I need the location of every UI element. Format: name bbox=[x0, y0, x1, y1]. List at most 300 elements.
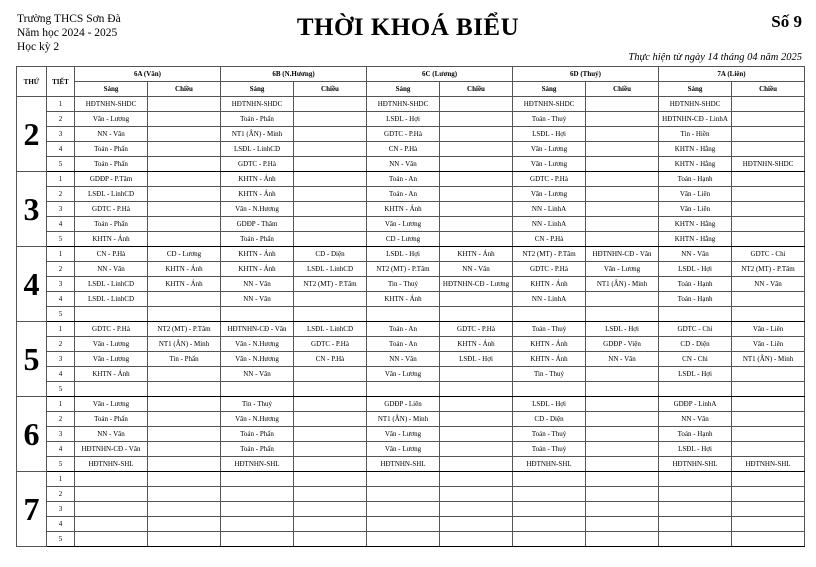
period-number: 4 bbox=[47, 367, 75, 382]
schedule-cell bbox=[659, 532, 732, 547]
schedule-cell bbox=[148, 532, 221, 547]
schedule-cell bbox=[440, 292, 513, 307]
effective-date: Thực hiện từ ngày 14 tháng 04 năm 2025 bbox=[628, 52, 802, 63]
table-row bbox=[17, 502, 805, 517]
schedule-cell bbox=[586, 412, 659, 427]
schedule-cell bbox=[440, 397, 513, 412]
schedule-cell: Toán - An bbox=[367, 172, 440, 187]
schedule-cell bbox=[148, 472, 221, 487]
schedule-cell: GDTC - P.Hà bbox=[75, 202, 148, 217]
schedule-cell bbox=[294, 142, 367, 157]
schedule-cell: Văn - Lương bbox=[367, 367, 440, 382]
header-afternoon: Chiều bbox=[294, 82, 367, 97]
schedule-cell bbox=[732, 217, 805, 232]
schedule-cell bbox=[659, 517, 732, 532]
period-number: 3 bbox=[47, 202, 75, 217]
header-afternoon: Chiều bbox=[148, 82, 221, 97]
schedule-cell: HĐTNHN-CĐ - Văn bbox=[75, 442, 148, 457]
schedule-cell bbox=[586, 457, 659, 472]
schedule-cell bbox=[586, 232, 659, 247]
schedule-cell bbox=[294, 517, 367, 532]
schedule-cell: GDTC - P.Hà bbox=[221, 157, 294, 172]
schedule-cell bbox=[586, 172, 659, 187]
period-number: 5 bbox=[47, 382, 75, 397]
schedule-cell bbox=[586, 442, 659, 457]
schedule-cell bbox=[586, 307, 659, 322]
period-number: 4 bbox=[47, 217, 75, 232]
table-row bbox=[17, 382, 805, 397]
schedule-cell: Toán - Thuỷ bbox=[513, 442, 586, 457]
schedule-cell bbox=[294, 217, 367, 232]
schedule-cell bbox=[148, 487, 221, 502]
period-number: 3 bbox=[47, 127, 75, 142]
schedule-cell bbox=[513, 517, 586, 532]
schedule-cell bbox=[586, 472, 659, 487]
table-row bbox=[17, 202, 805, 217]
schedule-cell bbox=[732, 112, 805, 127]
day-label: 4 bbox=[17, 247, 47, 322]
schedule-cell bbox=[294, 472, 367, 487]
schedule-cell: Toán - Phấn bbox=[75, 412, 148, 427]
schedule-cell: HĐTNHN-SHL bbox=[221, 457, 294, 472]
period-number: 4 bbox=[47, 292, 75, 307]
page-title: THỜI KHOÁ BIỂU bbox=[296, 14, 520, 41]
schedule-cell bbox=[732, 532, 805, 547]
schedule-cell bbox=[586, 427, 659, 442]
schedule-cell: LSĐL - Hợi bbox=[367, 112, 440, 127]
schedule-cell bbox=[294, 442, 367, 457]
day-label: 5 bbox=[17, 322, 47, 397]
table-row bbox=[17, 532, 805, 547]
schedule-cell: NN - Vân bbox=[659, 412, 732, 427]
schedule-cell: CD - Diện bbox=[294, 247, 367, 262]
school-term: Học kỳ 2 bbox=[17, 41, 60, 53]
schedule-number: Số 9 bbox=[771, 12, 802, 31]
schedule-cell bbox=[513, 532, 586, 547]
schedule-cell bbox=[440, 442, 513, 457]
schedule-cell: NN - Vân bbox=[75, 262, 148, 277]
schedule-cell bbox=[659, 487, 732, 502]
schedule-cell: KHTN - Ánh bbox=[513, 352, 586, 367]
schedule-cell: LSĐL - Hợi bbox=[659, 442, 732, 457]
schedule-cell bbox=[440, 172, 513, 187]
schedule-cell: Văn - Lương bbox=[367, 217, 440, 232]
schedule-cell bbox=[513, 472, 586, 487]
schedule-cell: KHTN - Ánh bbox=[221, 172, 294, 187]
schedule-cell: Toán - Thuỷ bbox=[513, 322, 586, 337]
period-number: 2 bbox=[47, 112, 75, 127]
schedule-cell bbox=[732, 232, 805, 247]
schedule-cell: HĐTNHN-SHL bbox=[732, 457, 805, 472]
schedule-cell bbox=[294, 367, 367, 382]
schedule-cell: GDTC - P.Hà bbox=[367, 127, 440, 142]
schedule-cell bbox=[732, 202, 805, 217]
period-number: 4 bbox=[47, 142, 75, 157]
schedule-cell: GDĐP - Thâm bbox=[221, 217, 294, 232]
schedule-cell bbox=[221, 307, 294, 322]
schedule-cell bbox=[148, 367, 221, 382]
schedule-cell bbox=[586, 157, 659, 172]
schedule-cell: HĐTNHN-SHDC bbox=[659, 97, 732, 112]
schedule-cell bbox=[294, 112, 367, 127]
period-number: 2 bbox=[47, 337, 75, 352]
schedule-cell: NN - Vân bbox=[75, 427, 148, 442]
table-row bbox=[17, 472, 805, 487]
schedule-cell bbox=[221, 517, 294, 532]
schedule-cell: Toán - Hạnh bbox=[659, 427, 732, 442]
schedule-cell bbox=[440, 472, 513, 487]
schedule-cell: NN - Vân bbox=[732, 277, 805, 292]
schedule-cell bbox=[513, 502, 586, 517]
schedule-cell bbox=[367, 307, 440, 322]
schedule-cell: CD - Diện bbox=[659, 337, 732, 352]
schedule-cell bbox=[75, 532, 148, 547]
schedule-cell bbox=[586, 202, 659, 217]
schedule-cell bbox=[148, 127, 221, 142]
schedule-cell: Toán - Phấn bbox=[221, 442, 294, 457]
schedule-cell: KHTN - Ánh bbox=[75, 232, 148, 247]
schedule-cell: LSĐL - Hợi bbox=[513, 127, 586, 142]
day-label: 7 bbox=[17, 472, 47, 547]
schedule-cell: CD - Lương bbox=[148, 247, 221, 262]
schedule-cell bbox=[586, 142, 659, 157]
schedule-cell bbox=[294, 532, 367, 547]
period-number: 1 bbox=[47, 97, 75, 112]
period-number: 5 bbox=[47, 232, 75, 247]
schedule-cell: NN - Vân bbox=[367, 352, 440, 367]
schedule-cell: NN - Vân bbox=[221, 292, 294, 307]
schedule-cell: NT2 (MT) - P.Tâm bbox=[294, 277, 367, 292]
period-number: 2 bbox=[47, 187, 75, 202]
schedule-cell: HĐTNHN-SHL bbox=[75, 457, 148, 472]
schedule-cell: Văn - N.Hương bbox=[221, 412, 294, 427]
period-number: 1 bbox=[47, 472, 75, 487]
table-row bbox=[17, 397, 805, 412]
schedule-cell bbox=[221, 532, 294, 547]
schedule-cell bbox=[148, 517, 221, 532]
schedule-cell bbox=[440, 382, 513, 397]
schedule-cell: NN - Vân bbox=[440, 262, 513, 277]
schedule-cell: Tin - Thuỷ bbox=[513, 367, 586, 382]
schedule-cell: Toán - Phấn bbox=[75, 217, 148, 232]
schedule-cell bbox=[75, 382, 148, 397]
school-name: Trường THCS Sơn Đà bbox=[17, 13, 121, 25]
header-class: 7A (Liên) bbox=[659, 67, 805, 82]
schedule-cell: Tin - Thuỷ bbox=[221, 397, 294, 412]
schedule-cell bbox=[732, 97, 805, 112]
schedule-cell bbox=[586, 517, 659, 532]
schedule-cell bbox=[732, 382, 805, 397]
table-row bbox=[17, 517, 805, 532]
period-number: 5 bbox=[47, 532, 75, 547]
schedule-cell: HĐTNHN-SHDC bbox=[75, 97, 148, 112]
schedule-cell: Văn - Lương bbox=[586, 262, 659, 277]
schedule-cell: LSĐL - Hợi bbox=[659, 262, 732, 277]
schedule-cell bbox=[75, 502, 148, 517]
schedule-cell bbox=[148, 412, 221, 427]
schedule-cell: GDTC - P.Hà bbox=[513, 172, 586, 187]
schedule-cell: Toán - Phấn bbox=[221, 112, 294, 127]
schedule-cell: Tin - Hiền bbox=[659, 127, 732, 142]
table-row bbox=[17, 127, 805, 142]
schedule-cell bbox=[440, 97, 513, 112]
timetable bbox=[16, 66, 805, 547]
schedule-cell bbox=[732, 172, 805, 187]
schedule-cell: LSĐL - Hợi bbox=[659, 367, 732, 382]
schedule-cell: NN - Vân bbox=[367, 157, 440, 172]
schedule-cell bbox=[440, 307, 513, 322]
schedule-cell: NT1 (ÂN) - Minh bbox=[148, 337, 221, 352]
schedule-cell bbox=[732, 307, 805, 322]
table-row bbox=[17, 217, 805, 232]
schedule-cell bbox=[732, 427, 805, 442]
schedule-cell: GDTC - P.Hà bbox=[513, 262, 586, 277]
schedule-cell: NT2 (MT) - P.Tâm bbox=[732, 262, 805, 277]
schedule-cell: HĐTNHN-SHL bbox=[659, 457, 732, 472]
schedule-cell: GDĐP - Viện bbox=[586, 337, 659, 352]
period-number: 1 bbox=[47, 247, 75, 262]
schedule-cell bbox=[148, 142, 221, 157]
schedule-cell bbox=[659, 307, 732, 322]
schedule-cell bbox=[148, 187, 221, 202]
period-number: 5 bbox=[47, 157, 75, 172]
schedule-cell bbox=[294, 202, 367, 217]
schedule-cell: NT1 (ÂN) - Minh bbox=[732, 352, 805, 367]
schedule-cell bbox=[440, 517, 513, 532]
table-row bbox=[17, 112, 805, 127]
schedule-cell: CN - P.Hà bbox=[513, 232, 586, 247]
table-row bbox=[17, 97, 805, 112]
schedule-cell: Toán - Hạnh bbox=[659, 292, 732, 307]
schedule-cell: HĐTNHN-CĐ - Văn bbox=[586, 247, 659, 262]
schedule-cell: GDĐP - LinhA bbox=[659, 397, 732, 412]
schedule-cell: CD - Diện bbox=[513, 412, 586, 427]
period-number: 2 bbox=[47, 412, 75, 427]
schedule-cell: NN - Vân bbox=[586, 352, 659, 367]
period-number: 3 bbox=[47, 427, 75, 442]
header-class: 6C (Lương) bbox=[367, 67, 513, 82]
schedule-cell bbox=[148, 172, 221, 187]
table-row bbox=[17, 232, 805, 247]
schedule-cell bbox=[148, 427, 221, 442]
schedule-cell bbox=[221, 382, 294, 397]
header-period: TIẾT bbox=[47, 67, 75, 97]
schedule-cell: KHTN - Ánh bbox=[513, 337, 586, 352]
schedule-cell bbox=[148, 397, 221, 412]
schedule-cell bbox=[732, 487, 805, 502]
schedule-cell: Toán - Phấn bbox=[75, 157, 148, 172]
schedule-cell bbox=[586, 187, 659, 202]
schedule-cell: KHTN - Hằng bbox=[659, 142, 732, 157]
period-number: 4 bbox=[47, 442, 75, 457]
schedule-cell: HĐTNHN-CĐ - Văn bbox=[221, 322, 294, 337]
schedule-cell bbox=[148, 502, 221, 517]
schedule-cell bbox=[148, 382, 221, 397]
schedule-cell bbox=[294, 412, 367, 427]
header-morning: Sáng bbox=[75, 82, 148, 97]
table-row bbox=[17, 157, 805, 172]
table-row bbox=[17, 442, 805, 457]
schedule-cell bbox=[440, 232, 513, 247]
schedule-cell: KHTN - Ánh bbox=[221, 262, 294, 277]
schedule-cell bbox=[732, 397, 805, 412]
period-number: 2 bbox=[47, 262, 75, 277]
schedule-cell: NN - Vân bbox=[221, 367, 294, 382]
schedule-cell: Văn - Liên bbox=[659, 187, 732, 202]
schedule-cell: HĐTNHN-SHDC bbox=[221, 97, 294, 112]
schedule-cell: KHTN - Hằng bbox=[659, 157, 732, 172]
schedule-cell bbox=[732, 517, 805, 532]
schedule-cell: Toán - An bbox=[367, 187, 440, 202]
schedule-cell bbox=[148, 217, 221, 232]
schedule-cell bbox=[440, 427, 513, 442]
schedule-cell bbox=[75, 307, 148, 322]
schedule-cell bbox=[586, 292, 659, 307]
schedule-cell bbox=[440, 142, 513, 157]
header-day: THỨ bbox=[17, 67, 47, 97]
schedule-cell bbox=[367, 472, 440, 487]
schedule-cell bbox=[148, 292, 221, 307]
schedule-cell: Toán - An bbox=[367, 322, 440, 337]
header-morning: Sáng bbox=[221, 82, 294, 97]
schedule-cell: NT2 (MT) - P.Tâm bbox=[148, 322, 221, 337]
schedule-cell: GDĐP - P.Tâm bbox=[75, 172, 148, 187]
header-morning: Sáng bbox=[513, 82, 586, 97]
schedule-cell: NN - LinhA bbox=[513, 217, 586, 232]
schedule-cell: HĐTNHN-CĐ - Lương bbox=[440, 277, 513, 292]
schedule-cell: Toán - Hạnh bbox=[659, 172, 732, 187]
schedule-cell bbox=[440, 502, 513, 517]
schedule-cell: Văn - Lương bbox=[513, 142, 586, 157]
table-row bbox=[17, 247, 805, 262]
schedule-cell bbox=[586, 502, 659, 517]
schedule-cell bbox=[75, 517, 148, 532]
schedule-cell: Toán - Phấn bbox=[221, 232, 294, 247]
schedule-cell bbox=[732, 367, 805, 382]
schedule-cell bbox=[294, 397, 367, 412]
schedule-cell: NN - LinhA bbox=[513, 202, 586, 217]
schedule-cell: Văn - N.Hương bbox=[221, 352, 294, 367]
schedule-cell bbox=[586, 367, 659, 382]
schedule-cell bbox=[440, 202, 513, 217]
schedule-cell: LSĐL - LinhCD bbox=[75, 187, 148, 202]
schedule-cell bbox=[294, 232, 367, 247]
schedule-cell: KHTN - Ánh bbox=[75, 367, 148, 382]
schedule-cell: GDTC - Chi bbox=[659, 322, 732, 337]
schedule-cell: Văn - Lương bbox=[367, 442, 440, 457]
schedule-cell: Văn - N.Hương bbox=[221, 202, 294, 217]
day-label: 6 bbox=[17, 397, 47, 472]
schedule-cell bbox=[440, 112, 513, 127]
schedule-cell: Văn - Lương bbox=[367, 427, 440, 442]
schedule-cell bbox=[440, 157, 513, 172]
schedule-cell: HĐTNHN-SHL bbox=[367, 457, 440, 472]
schedule-cell bbox=[294, 172, 367, 187]
schedule-cell: KHTN - Ánh bbox=[148, 277, 221, 292]
period-number: 1 bbox=[47, 397, 75, 412]
schedule-cell bbox=[586, 217, 659, 232]
schedule-cell: LSĐL - LinhCD bbox=[75, 292, 148, 307]
schedule-cell: GDTC - P.Hà bbox=[75, 322, 148, 337]
schedule-cell bbox=[148, 232, 221, 247]
schedule-cell bbox=[148, 307, 221, 322]
table-row bbox=[17, 142, 805, 157]
schedule-cell bbox=[513, 307, 586, 322]
schedule-cell: Văn - Lương bbox=[513, 187, 586, 202]
schedule-cell: HĐTNHN-SHDC bbox=[367, 97, 440, 112]
schedule-cell: LSĐL - Hợi bbox=[367, 247, 440, 262]
schedule-cell bbox=[586, 382, 659, 397]
schedule-cell bbox=[148, 97, 221, 112]
schedule-cell: CN - P.Hà bbox=[367, 142, 440, 157]
schedule-cell: CN - P.Hà bbox=[75, 247, 148, 262]
schedule-cell: LSĐL - LinhCD bbox=[294, 262, 367, 277]
schedule-cell: KHTN - Ánh bbox=[148, 262, 221, 277]
schedule-cell bbox=[294, 292, 367, 307]
schedule-cell bbox=[294, 427, 367, 442]
schedule-cell bbox=[148, 202, 221, 217]
header-morning: Sáng bbox=[659, 82, 732, 97]
schedule-cell: LSĐL - Hợi bbox=[440, 352, 513, 367]
schedule-cell: CN - P.Hà bbox=[294, 352, 367, 367]
schedule-cell bbox=[367, 487, 440, 502]
schedule-cell: Toán - Phấn bbox=[221, 427, 294, 442]
schedule-cell bbox=[148, 442, 221, 457]
period-number: 3 bbox=[47, 352, 75, 367]
header-afternoon: Chiều bbox=[440, 82, 513, 97]
schedule-cell: HĐTNHN-SHDC bbox=[732, 157, 805, 172]
day-label: 2 bbox=[17, 97, 47, 172]
table-row bbox=[17, 337, 805, 352]
schedule-cell bbox=[294, 487, 367, 502]
schedule-cell bbox=[586, 397, 659, 412]
schedule-cell bbox=[440, 457, 513, 472]
schedule-cell bbox=[367, 382, 440, 397]
schedule-cell bbox=[513, 487, 586, 502]
schedule-cell: CN - Chi bbox=[659, 352, 732, 367]
schedule-cell: LSĐL - LinhCD bbox=[221, 142, 294, 157]
schedule-cell bbox=[75, 472, 148, 487]
period-number: 5 bbox=[47, 457, 75, 472]
schedule-cell bbox=[659, 502, 732, 517]
schedule-cell bbox=[732, 502, 805, 517]
table-row bbox=[17, 412, 805, 427]
schedule-cell bbox=[659, 382, 732, 397]
day-label: 3 bbox=[17, 172, 47, 247]
header-afternoon: Chiều bbox=[732, 82, 805, 97]
schedule-cell: KHTN - Ánh bbox=[440, 337, 513, 352]
schedule-cell bbox=[586, 112, 659, 127]
schedule-cell bbox=[294, 127, 367, 142]
schedule-cell: GDTC - P.Hà bbox=[440, 322, 513, 337]
schedule-cell: GDĐP - Liên bbox=[367, 397, 440, 412]
schedule-cell: KHTN - Ánh bbox=[367, 202, 440, 217]
schedule-cell bbox=[294, 457, 367, 472]
schedule-cell: KHTN - Ánh bbox=[221, 247, 294, 262]
period-number: 1 bbox=[47, 172, 75, 187]
schedule-cell: CD - Lương bbox=[367, 232, 440, 247]
schedule-cell: KHTN - Hằng bbox=[659, 217, 732, 232]
period-number: 3 bbox=[47, 502, 75, 517]
schedule-cell bbox=[294, 187, 367, 202]
schedule-cell bbox=[294, 382, 367, 397]
schedule-cell bbox=[221, 487, 294, 502]
schedule-cell: LSĐL - Hợi bbox=[586, 322, 659, 337]
table-row bbox=[17, 307, 805, 322]
schedule-cell: NT2 (MT) - P.Tâm bbox=[513, 247, 586, 262]
schedule-cell: Văn - Lương bbox=[75, 352, 148, 367]
table-row bbox=[17, 277, 805, 292]
